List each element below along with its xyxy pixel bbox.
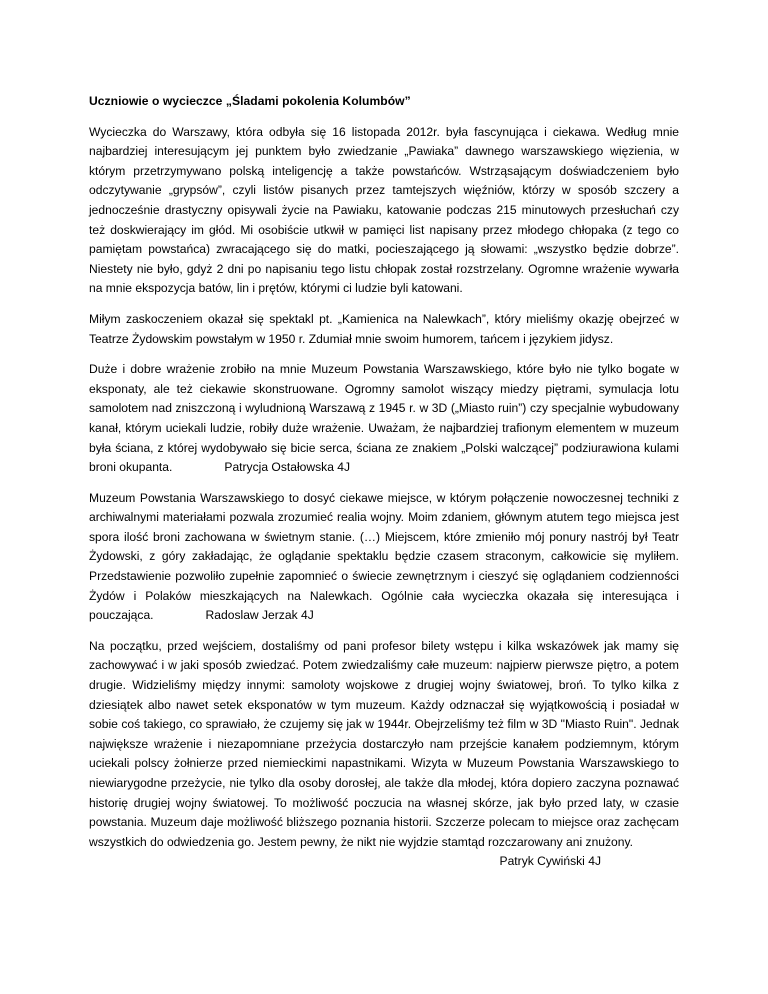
author-signature: Patryk Cywiński 4J [499, 854, 601, 869]
paragraph-text: Miłym zaskoczeniem okazał się spektakl pt. „Kamienica na Nalewkach”, który mieliśmy okazję obejrzeć w Teatrze Żydowskim powstałym w 1950 r. Zdumiał mnie swoim humorem, tańcem i językiem jidysz. [89, 311, 679, 346]
author-signature: Patrycja Ostałowska 4J [224, 460, 351, 475]
paragraph-muzeum-jerzak [89, 489, 679, 626]
paragraph-pawiak [89, 123, 679, 299]
paragraph-text: Muzeum Powstania Warszawskiego to dosyć ciekawe miejsce, w którym połączenie nowoczesnej techniki z archiwalnymi materiałami pozwala zrozumieć realia wojny. Moim zdaniem, głównym atutem tego miejsca jest spora ilość broni zachowana w świetnym stanie. (…) Miejscem, które zmieniło mój ponury nastrój był Teatr Żydowski, z góry zakładając, że oglądanie spektaklu będzie czasem straconym, całkowicie się myliłem. Przedstawienie pozwoliło zupełnie zapomnieć o świecie zewnętrznym i cieszyć się oglądaniem codzienności Żydów i Polaków mieszkających na Nalewkach. Ogólnie cała wycieczka okazała się interesująca i pouczająca. [89, 490, 679, 623]
paragraph-muzeum-ostalowska [89, 360, 679, 478]
author-signature: Radoslaw Jerzak 4J [205, 608, 314, 623]
document-page [89, 92, 679, 883]
paragraph-teatr [89, 310, 679, 349]
paragraph-text: Na początku, przed wejściem, dostaliśmy od pani profesor bilety wstępu i kilka wskazówek jak mamy się zachowywać i w jaki sposób zwiedzać. Potem zwiedzaliśmy całe muzeum: najpierw pierwsze piętro, a potem drugie. Widzieliśmy między innymi: samoloty wojskowe z drugiej wojny światowej, broń. To tylko kilka z dziesiątek albo nawet setek eksponatów w tym muzeum. Każdy odznaczał się wyjątkowością i posiadał w sobie coś takiego, co sprawiało, że czujemy się jak w 1944r. Obejrzeliśmy też film w 3D "Miasto Ruin". Jednak największe wrażenie i niezapomniane przeżycia dostarczyło nam przejście kanałem podziemnym, którym uciekali polscy żołnierze przed niemieckimi napastnikami. Wizyta w Muzeum Powstania Warszawskiego to niewiarygodne przeżycie, nie tylko dla osoby dorosłej, ale także dla młodej, która dopiero zaczyna poznawać historię drugiej wojny światowej. To możliwość poczucia na własnej skórze, jak było przed laty, w czasie powstania. Muzeum daje możliwość bliższego poznania historii. Szczerze polecam to miejsce oraz zachęcam wszystkich do odwiedzenia go. Jestem pewny, że nikt nie wyjdzie stamtąd rozczarowany ani znużony. [89, 638, 679, 849]
paragraph-text: Wycieczka do Warszawy, która odbyła się 16 listopada 2012r. była fascynująca i ciekawa. Według mnie najbardziej interesującym jej punktem było zwiedzanie „Pawiaka” dawnego warszawskiego więzienia, w którym przetrzymywano polską inteligencję a także powstańców. Wstrząsającym doświadczeniem było odczytywanie „grypsów”, czyli listów pisanych przez tamtejszych więźniów, którzy w sposób szczery a jednocześnie drastyczny opisywali życie na Pawiaku, katowanie podczas 215 minutowych przesłuchań czy też doskwierający im głód. Mi osobiście utkwił w pamięci list napisany przez młodego chłopaka (z tego co pamiętam powstańca) zwracającego się do matki, pocieszającego ją słowami: „wszystko będzie dobrze”. Niestety nie było, gdyż 2 dni po napisaniu tego listu chłopak został rozstrzelany. Ogromne wrażenie wywarła na mnie ekspozycja batów, lin i prętów, którymi ci ludzie byli katowani. [89, 124, 679, 296]
paragraph-text: Duże i dobre wrażenie zrobiło na mnie Muzeum Powstania Warszawskiego, które było nie tylko bogate w eksponaty, ale też ciekawie skonstruowane. Ogromny samolot wiszący miedzy piętrami, symulacja lotu samolotem nad zniszczoną i wyludnioną Warszawą z 1945 r. w 3D („Miasto ruin”) czy specjalnie wybudowany kanał, którym uciekali ludzie, robiły duże wrażenie. Uważam, że najbardziej trafionym elementem w muzeum była ściana, z której wydobywało się bicie serca, ściana ze znakiem „Polski walczącej” podziurawiona kulami broni okupanta. [89, 362, 679, 475]
document-title: Uczniowie o wycieczce „Śladami pokolenia Kolumbów” [89, 94, 411, 108]
paragraph-muzeum-cywinski [89, 637, 679, 872]
